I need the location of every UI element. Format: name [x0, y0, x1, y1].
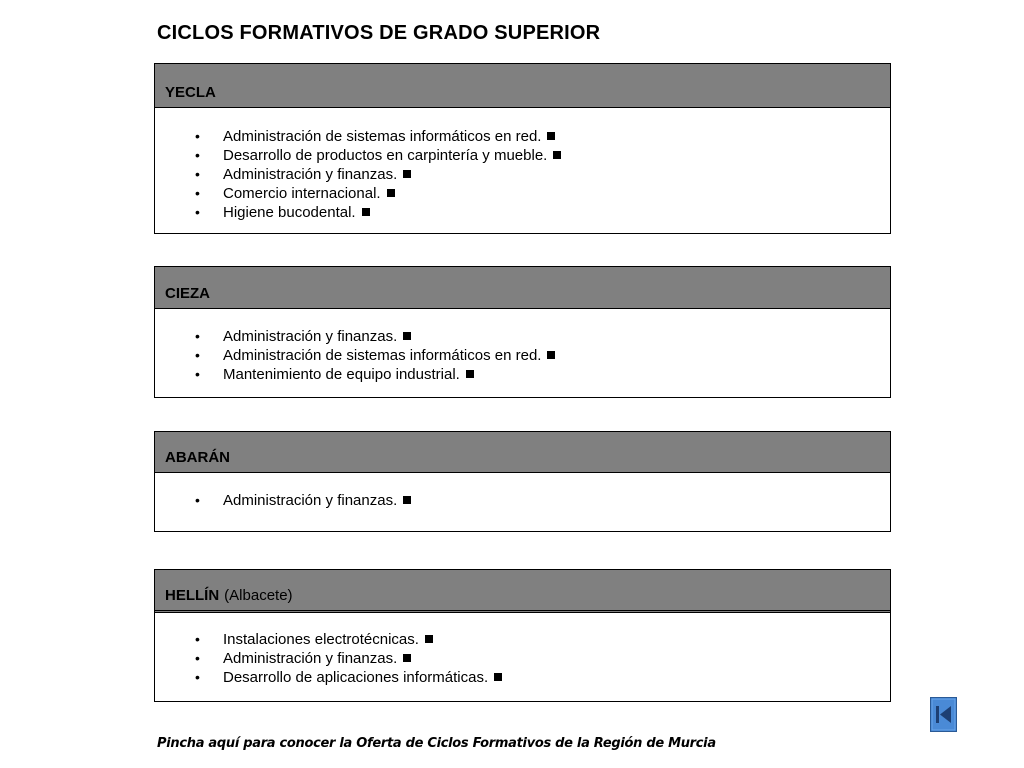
page-title: CICLOS FORMATIVOS DE GRADO SUPERIOR	[157, 22, 601, 44]
section-name: HELLÍN	[165, 587, 220, 604]
course-list	[155, 108, 890, 222]
bullet-icon: •	[195, 366, 200, 382]
list-item: • Instalaciones electrotécnicas.	[155, 630, 890, 649]
square-marker-icon	[466, 370, 474, 378]
list-item: • Comercio internacional.	[155, 184, 890, 203]
square-marker-icon	[547, 132, 555, 140]
bullet-icon: •	[195, 650, 200, 666]
bullet-icon: •	[195, 328, 200, 344]
section-yecla	[154, 63, 891, 234]
square-marker-icon	[547, 351, 555, 359]
section-name: CIEZA	[165, 285, 210, 302]
square-marker-icon	[403, 170, 411, 178]
bullet-icon: •	[195, 669, 200, 685]
bullet-icon: •	[195, 631, 200, 647]
list-item: • Administración y finanzas.	[155, 327, 890, 346]
section-header	[155, 64, 890, 108]
square-marker-icon	[553, 151, 561, 159]
list-item: • Desarrollo de productos en carpintería y mueble.	[155, 146, 890, 165]
list-item: • Desarrollo de aplicaciones informáticas.	[155, 668, 890, 687]
bullet-icon: •	[195, 347, 200, 363]
list-item: • Administración y finanzas.	[155, 649, 890, 668]
square-marker-icon	[403, 332, 411, 340]
square-marker-icon	[494, 673, 502, 681]
square-marker-icon	[387, 189, 395, 197]
bullet-icon: •	[195, 185, 200, 201]
list-item: • Administración de sistemas informáticos en red.	[155, 346, 890, 365]
section-header	[155, 432, 890, 473]
list-item: • Mantenimiento de equipo industrial.	[155, 365, 890, 384]
back-to-start-icon	[931, 698, 956, 731]
bullet-icon: •	[195, 128, 200, 144]
bullet-icon: •	[195, 204, 200, 220]
section-header	[155, 267, 890, 309]
section-subtitle: (Albacete)	[224, 587, 293, 604]
section-name: ABARÁN	[165, 449, 230, 466]
bullet-icon: •	[195, 492, 200, 508]
square-marker-icon	[403, 496, 411, 504]
regional-offer-link[interactable]: Pincha aquí para conocer la Oferta de Ciclos Formativos de la Región de Murcia	[157, 736, 716, 751]
section-abaran	[154, 431, 891, 532]
list-item: • Administración y finanzas.	[155, 491, 890, 510]
square-marker-icon	[425, 635, 433, 643]
section-name: YECLA	[165, 84, 216, 101]
list-item: • Administración de sistemas informáticos en red.	[155, 127, 890, 146]
bullet-icon: •	[195, 147, 200, 163]
square-marker-icon	[403, 654, 411, 662]
course-list	[155, 309, 890, 384]
list-item: • Higiene bucodental.	[155, 203, 890, 222]
course-list	[155, 613, 890, 687]
bullet-icon: •	[195, 166, 200, 182]
course-list	[155, 473, 890, 510]
section-cieza	[154, 266, 891, 398]
square-marker-icon	[362, 208, 370, 216]
back-to-start-button[interactable]	[930, 697, 957, 732]
section-hellin	[154, 569, 891, 702]
section-header	[155, 570, 890, 613]
list-item: • Administración y finanzas.	[155, 165, 890, 184]
